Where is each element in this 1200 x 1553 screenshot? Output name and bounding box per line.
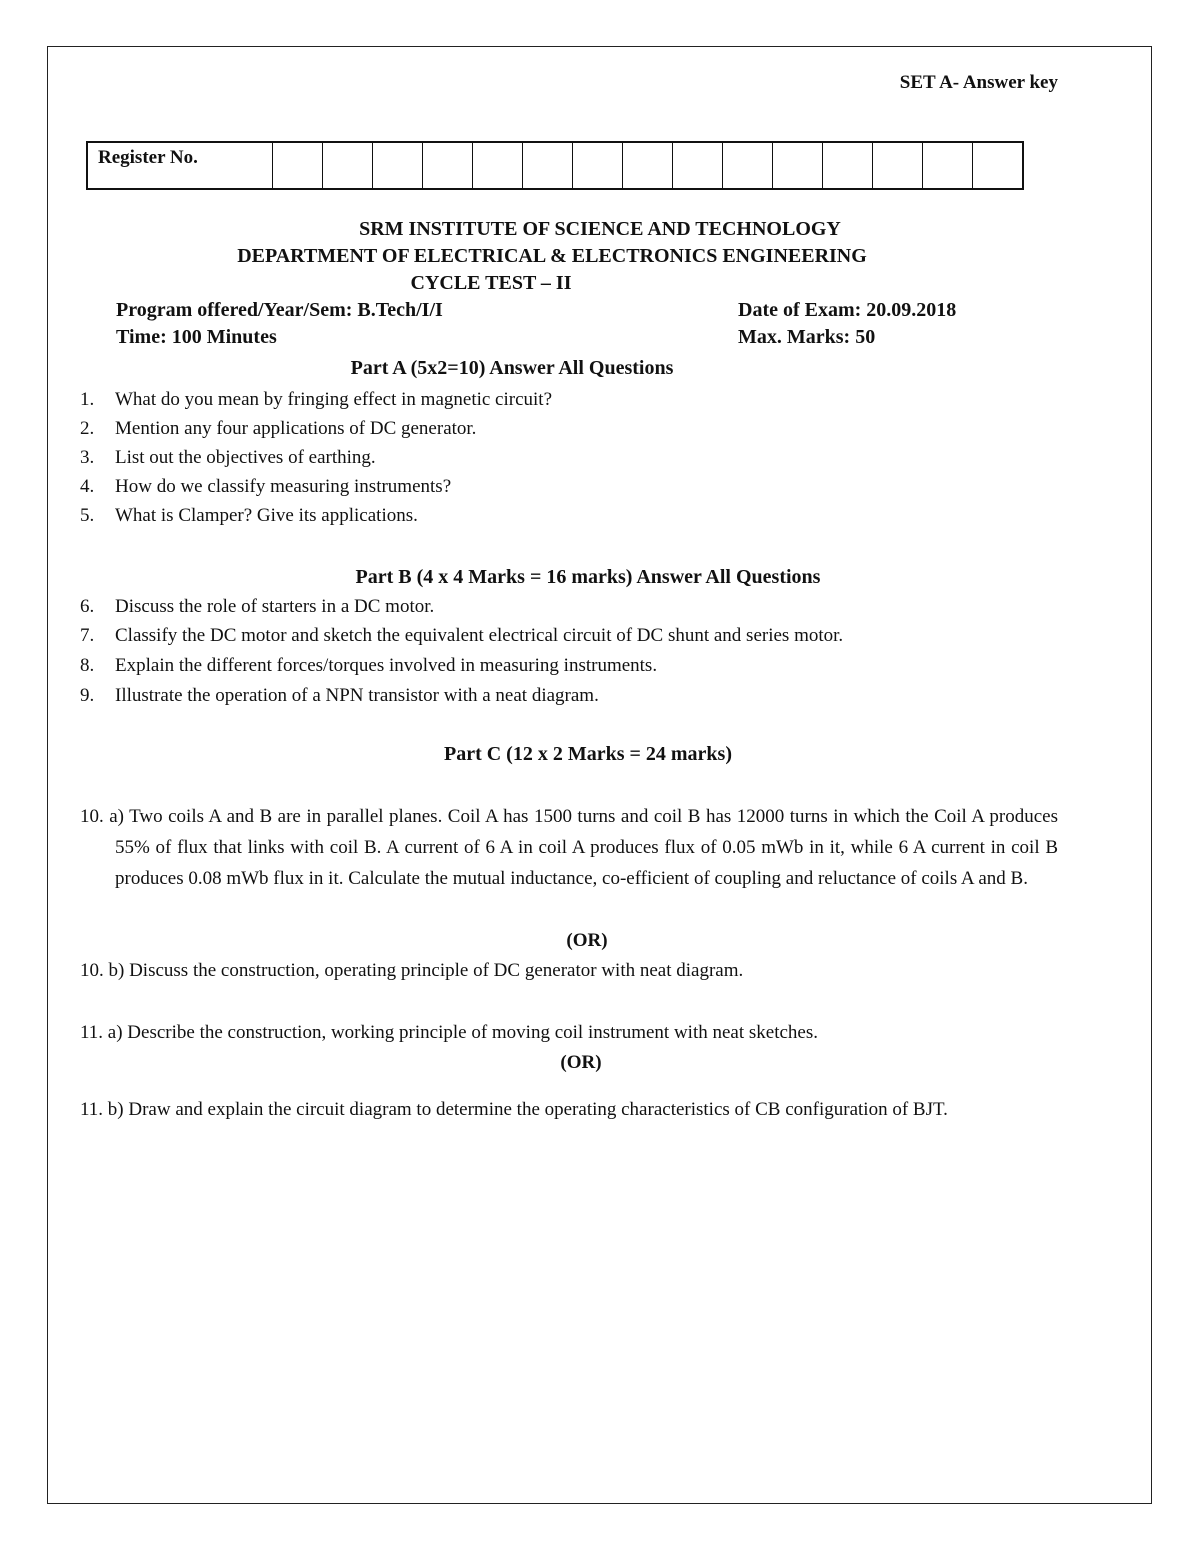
part-b-title: Part B (4 x 4 Marks = 16 marks) Answer All Questions: [355, 566, 821, 588]
register-digit-cell: [972, 142, 1023, 189]
question-7: 7. Classify the DC motor and sketch the equivalent electrical circuit of DC shunt and series motor.: [80, 625, 844, 646]
question-11a: 11. a) Describe the construction, working principle of moving coil instrument with neat sketches.: [80, 1022, 819, 1043]
register-digit-cell: [322, 142, 372, 189]
test-name: CYCLE TEST – II: [410, 272, 572, 294]
register-digit-cell: [522, 142, 572, 189]
question-6: 6. Discuss the role of starters in a DC motor.: [80, 596, 435, 617]
register-digit-cell: [722, 142, 772, 189]
question-11b: 11. b) Draw and explain the circuit diagram to determine the operating characteristics of CB configuration of BJT.: [80, 1099, 948, 1120]
question-3: 3. List out the objectives of earthing.: [80, 447, 376, 468]
register-digit-cell: [672, 142, 722, 189]
question-2: 2. Mention any four applications of DC generator.: [80, 418, 477, 439]
register-digit-cell: [822, 142, 872, 189]
institute-name: SRM INSTITUTE OF SCIENCE AND TECHNOLOGY: [359, 218, 841, 240]
register-digit-cell: [272, 142, 322, 189]
register-label: Register No.: [87, 142, 272, 189]
exam-date: Date of Exam: 20.09.2018: [738, 299, 957, 321]
register-digit-cell: [572, 142, 622, 189]
register-digit-cell: [422, 142, 472, 189]
question-10b: 10. b) Discuss the construction, operating principle of DC generator with neat diagram.: [80, 960, 744, 981]
question-4: 4. How do we classify measuring instruments?: [80, 476, 452, 497]
register-digit-cell: [622, 142, 672, 189]
part-c-title: Part C (12 x 2 Marks = 24 marks): [443, 743, 733, 765]
question-9: 9. Illustrate the operation of a NPN transistor with a neat diagram.: [80, 685, 599, 706]
department-name: DEPARTMENT OF ELECTRICAL & ELECTRONICS ENGINEERING: [237, 245, 867, 267]
exam-time: Time: 100 Minutes: [116, 326, 277, 348]
register-digit-cell: [872, 142, 922, 189]
part-a-title: Part A (5x2=10) Answer All Questions: [350, 357, 674, 379]
question-1: 1. What do you mean by fringing effect in magnetic circuit?: [80, 389, 553, 410]
question-5: 5. What is Clamper? Give its applications.: [80, 505, 418, 526]
program-info: Program offered/Year/Sem: B.Tech/I/I: [116, 299, 443, 321]
register-digit-cell: [372, 142, 422, 189]
register-digit-cell: [922, 142, 972, 189]
or-separator-2: (OR): [560, 1052, 602, 1073]
max-marks: Max. Marks: 50: [738, 326, 876, 348]
question-8: 8. Explain the different forces/torques involved in measuring instruments.: [80, 655, 658, 676]
register-number-table: [86, 141, 1024, 190]
register-digit-cell: [772, 142, 822, 189]
register-digit-cell: [472, 142, 522, 189]
or-separator-1: (OR): [566, 930, 608, 951]
question-10a: 10. a) Two coils A and B are in parallel planes. Coil A has 1500 turns and coil B has 12000 turns in which the Coil A produces 55% of flux that links with coil B. A current of 6 A in coil A produces flux of 0.05 mWb in it, while 6 A current in coil B produces 0.08 mWb flux in it. Calculate the mutual inductance, co-efficient of coupling and reluctance of coils A and B.: [80, 806, 1058, 889]
set-label: SET A- Answer key: [899, 72, 1058, 93]
